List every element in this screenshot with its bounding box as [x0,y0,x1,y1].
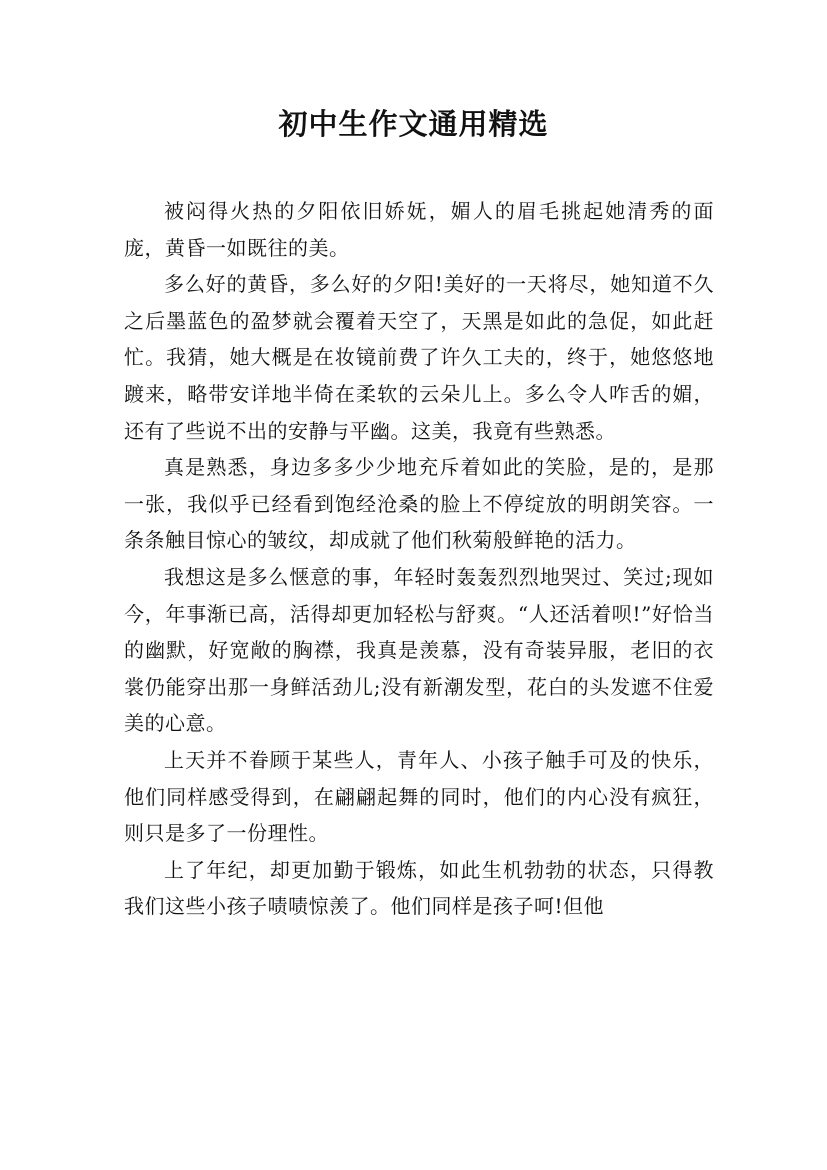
paragraph: 上了年纪，却更加勤于锻炼，如此生机勃勃的状态，只得教我们这些小孩子啧啧惊羡了。他们同样是孩子呵!但他 [124,857,714,919]
paragraph: 真是熟悉，身边多多少少地充斥着如此的笑脸，是的，是那一张，我似乎已经看到饱经沧桑的脸上不停绽放的明朗笑容。一条条触目惊心的皱纹，却成就了他们秋菊般鲜艳的活力。 [124,455,714,553]
document-body [124,193,714,925]
paragraph: 多么好的黄昏，多么好的夕阳!美好的一天将尽，她知道不久之后墨蓝色的盈梦就会覆着天空了，天黑是如此的急促，如此赶忙。我猜，她大概是在妆镜前费了许久工夫的，终于，她悠悠地踱来，略带安详地半倚在柔软的云朵儿上。多么令人咋舌的媚，还有了些说不出的安静与平幽。这美，我竟有些熟悉。 [124,272,714,443]
paragraph: 上天并不眷顾于某些人，青年人、小孩子触手可及的快乐，他们同样感受得到，在翩翩起舞的同时，他们的内心没有疯狂，则只是多了一份理性。 [124,747,714,846]
paragraph: 我想这是多么惬意的事，年轻时轰轰烈烈地哭过、笑过;现如今，年事渐已高，活得却更加轻松与舒爽。“人还活着呗!”好恰当的幽默，好宽敞的胸襟，我真是羡慕，没有奇装异服，老旧的衣裳仍能穿出那一身鲜活劲儿;没有新潮发型，花白的头发遮不住爱美的心意。 [124,564,714,736]
paragraph: 被闷得火热的夕阳依旧娇妩，媚人的眉毛挑起她清秀的面庞，黄昏一如既往的美。 [124,199,714,260]
document-title: 初中生作文通用精选 [278,107,549,141]
